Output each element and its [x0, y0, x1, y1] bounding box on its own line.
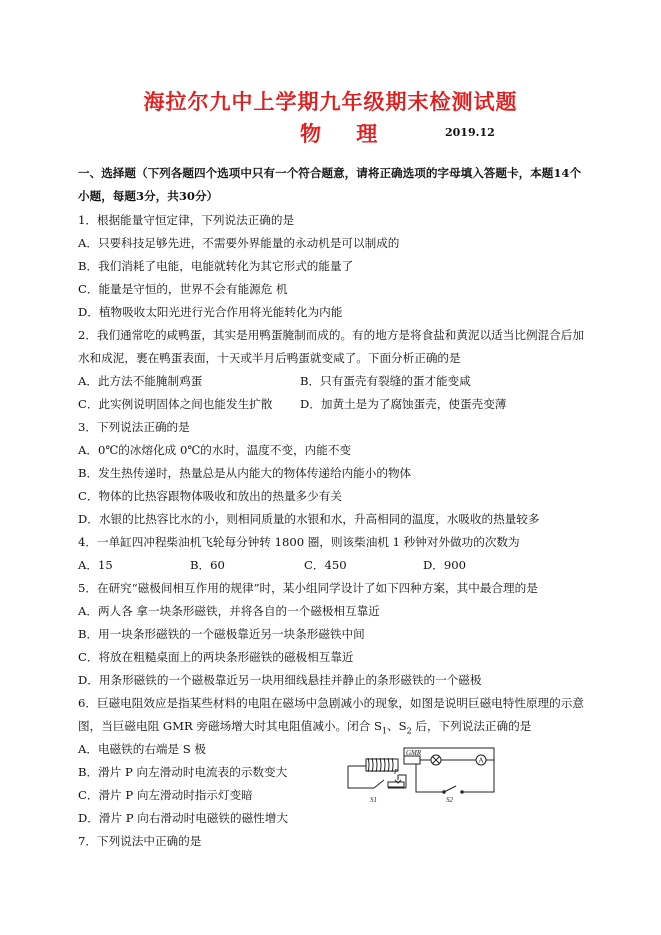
q1-option-a: A．只要科技足够先进，不需要外界能量的永动机是可以制成的: [78, 236, 400, 250]
q1-option-d: D．植物吸收太阳光进行光合作用将光能转化为内能: [78, 305, 343, 319]
q1-option-b: B．我们消耗了电能，电能就转化为其它形式的能量了: [78, 259, 354, 273]
q7-stem: 7．下列说法中正确的是: [78, 834, 202, 848]
subject-title: 物 理: [300, 121, 392, 146]
q4-option-b: B．60: [190, 558, 225, 572]
q1-option-c: C．能量是守恒的，世界不会有能源危 机: [78, 282, 288, 296]
q5-option-c: C．将放在粗糙桌面上的两块条形磁铁的磁极相互靠近: [78, 650, 354, 664]
q3-option-b: B．发生热传递时，热量总是从内能大的物体传递给内能小的物体: [78, 466, 412, 480]
q6-option-d: D．滑片 P 向右滑动时电磁铁的磁性增大: [78, 811, 288, 825]
q2-option-d: D．加黄土是为了腐蚀蛋壳，使蛋壳变薄: [300, 397, 507, 411]
q2-option-a: A．此方法不能腌制鸡蛋: [78, 374, 203, 388]
switch-s1-label: S1: [370, 796, 377, 804]
q2-option-b: B．只有蛋壳有裂缝的蛋才能变咸: [300, 374, 471, 388]
gmr-label: GMR: [406, 749, 422, 757]
q6-option-a: A．电磁铁的右端是 S 极: [78, 742, 207, 756]
q6-option-c: C．滑片 P 向左滑动时指示灯变暗: [78, 788, 253, 802]
switch-s2-label: S2: [446, 796, 453, 804]
q3-option-d: D．水银的比热容比水的小，则相同质量的水银和水，升高相同的温度，水吸收的热量较多: [78, 512, 540, 526]
exam-title: 海拉尔九中上学期九年级期末检测试题: [143, 89, 518, 114]
slider-p-label: P: [394, 768, 399, 776]
q5-option-a: A．两人各 拿一块条形磁铁，并将各自的一个磁极相互靠近: [78, 604, 380, 618]
q4-option-d: D．900: [423, 558, 467, 572]
q2-option-c: C．此实例说明固体之间也能发生扩散: [78, 397, 273, 411]
q6-option-b: B．滑片 P 向左滑动时电流表的示数变大: [78, 765, 288, 779]
q2-stem-cont: 水和成泥，裹在鸭蛋表面，十天或半月后鸭蛋就变咸了。下面分析正确的是: [78, 351, 461, 365]
exam-date: 2019.12: [445, 126, 495, 139]
q5-stem: 5．在研究“磁极间相互作用的规律”时，某小组同学设计了如下四种方案，其中最合理的是: [78, 581, 538, 595]
q4-option-c: C．450: [304, 558, 347, 572]
q1-stem: 1．根据能量守恒定律，下列说法正确的是: [78, 213, 295, 227]
q6-stem: 6．巨磁电阻效应是指某些材料的电阻在磁场中急剧减小的现象，如图是说明巨磁电特性原理的示意: [78, 696, 584, 710]
ammeter-label: A: [478, 756, 484, 765]
gmr-circuit-diagram: [344, 744, 504, 806]
q4-stem: 4．一单缸四冲程柴油机飞轮每分钟转 1800 圈，则该柴油机 1 秒钟对外做功的次数为: [78, 535, 520, 549]
q5-option-d: D．用条形磁铁的一个磁极靠近另一块用细线悬挂并静止的条形磁铁的一个磁极: [78, 673, 482, 687]
q3-stem: 3．下列说法正确的是: [78, 420, 190, 434]
section-heading: 一、选择题（下列各题四个选项中只有一个符合题意，请将正确选项的字母填入答题卡，本题14个: [78, 166, 582, 180]
section-heading-cont: 小题，每题3分，共30分）: [78, 189, 219, 203]
q4-option-a: A．15: [78, 558, 113, 572]
q5-option-b: B．用一块条形磁铁的一个磁极靠近另一块条形磁铁中间: [78, 627, 365, 641]
q3-option-a: A．0℃的冰熔化成 0℃的水时，温度不变，内能不变: [78, 443, 352, 457]
q6-stem-cont: 图，当巨磁电阻 GMR 旁磁场增大时其电阻值减小。闭合 $S_1$、$S_2$ 后，下列说法正确的是: [78, 719, 532, 736]
q2-stem: 2．我们通常吃的咸鸭蛋，其实是用鸭蛋腌制而成的。有的地方是将食盐和黄泥以适当比例混合后加: [78, 328, 584, 342]
q3-option-c: C．物体的比热容跟物体吸收和放出的热量多少有关: [78, 489, 342, 503]
